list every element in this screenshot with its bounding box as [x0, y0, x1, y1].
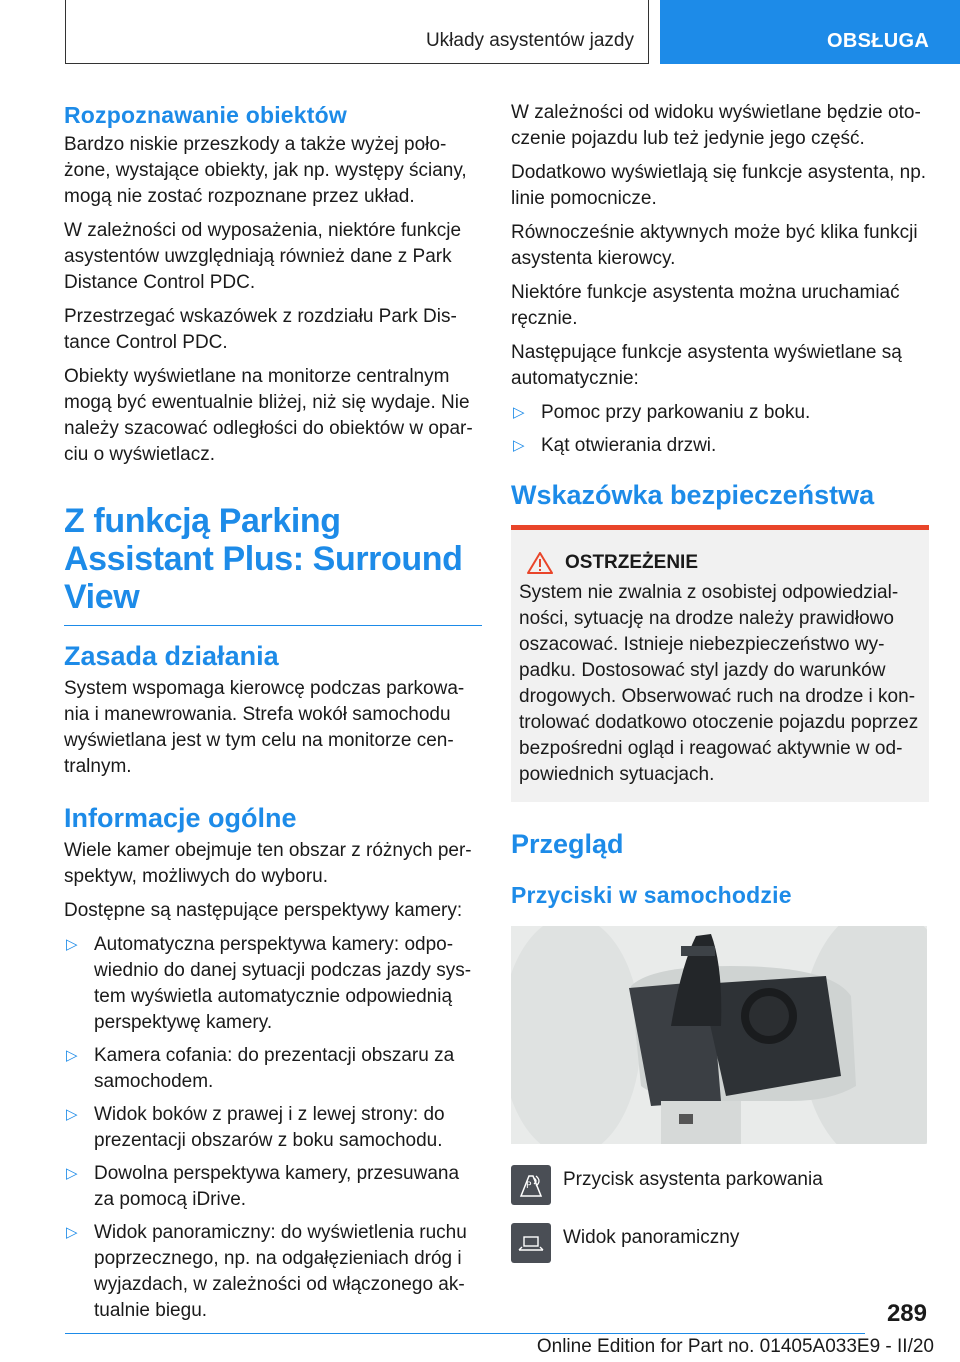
parking-assistant-glyph: [516, 1170, 546, 1200]
footer-divider: [65, 1333, 865, 1334]
list-item: ▷ Kąt otwierania drzwi.: [511, 433, 929, 459]
panorama-view-button-row: [511, 1223, 929, 1263]
paragraph: Równocześnie aktywnych może być klika funkcji asystenta kierowcy.: [511, 222, 918, 269]
list-item: ▷ Kamera cofania: do prezentacji obszaru za samochodem.: [66, 1045, 455, 1092]
paragraph: Bardzo niskie przeszkody a także wyżej położone, wystające obiekty, jak np. występy ściany, mogą nie zostać rozpoznane przez układ.: [64, 134, 467, 207]
heading-principle: Zasada działania: [64, 641, 279, 671]
bullet-triangle-icon: ▷: [66, 1047, 78, 1064]
chapter-tab[interactable]: [660, 0, 960, 64]
warning-label: OSTRZEŻENIE: [565, 552, 699, 573]
warning-header: [519, 552, 921, 574]
panorama-view-icon[interactable]: [511, 1223, 551, 1263]
heading-overview: Przegląd: [511, 829, 624, 859]
list-item: ▷ Automatyczna perspektywa kamery: odpowiednio do danej sytuacji podczas jazdy system wyświetla automatycznie odpowiednią perspektywę kamery.: [66, 934, 472, 1033]
warning-box: [511, 525, 929, 802]
heading-object-recognition: Rozpoznawanie obiektów: [64, 102, 347, 128]
heading-general-info: Informacje ogólne: [64, 803, 297, 833]
parking-assistant-button-row: [511, 1165, 929, 1205]
bullet-triangle-icon: ▷: [513, 404, 525, 421]
bullet-triangle-icon: ▷: [66, 1165, 78, 1182]
bullet-triangle-icon: ▷: [66, 936, 78, 953]
bullet-triangle-icon: ▷: [513, 437, 525, 454]
bullet-triangle-icon: ▷: [66, 1106, 78, 1123]
page-number: 289: [886, 1300, 927, 1327]
center-console-photo: [511, 926, 927, 1144]
list-item: ▷ Dowolna perspektywa kamery, przesuwana za pomocą iDrive.: [66, 1163, 460, 1210]
paragraph: W zależności od widoku wyświetlane będzie otoczenie pojazdu lub też jedynie jego część.: [511, 102, 921, 149]
auto-functions-list: [511, 400, 929, 459]
paragraph: Niektóre funkcje asystenta można uruchamiać ręcznie.: [511, 282, 900, 329]
camera-perspectives-list: [64, 932, 482, 1324]
edition-footer: Online Edition for Part no. 01405A033E9 - II/20: [536, 1336, 934, 1357]
panorama-view-glyph: [516, 1228, 546, 1258]
paragraph: Następujące funkcje asystenta wyświetlane są automatycznie:: [511, 342, 902, 389]
heading-surround-view: Z funkcją Parking Assistant Plus: Surround View: [64, 502, 482, 626]
parking-assistant-label: Przycisk asystenta parkowania: [563, 1169, 823, 1190]
warning-text: System nie zwalnia z osobistej odpowiedzialności, sytuację na drodze należy prawidłowo oszacować. Istnieje niebezpieczeństwo wypadku. Dostosować styl jazdy do warunków drogowych. Obserwować ruch na drodze i kontrolować dodatkowo otoczenie pojazdu poprzez bezpośredni ogląd i reagować aktywnie w odpowiednich sytuacjach.: [519, 582, 919, 785]
svg-text:P: P: [526, 1181, 532, 1191]
left-column: [64, 100, 482, 1331]
right-column: [511, 100, 929, 1281]
heading-buttons: Przyciski w samochodzie: [511, 882, 792, 908]
parking-assistant-icon[interactable]: [511, 1165, 551, 1205]
heading-safety: Wskazówka bezpieczeństwa: [511, 480, 875, 510]
list-item: ▷ Widok boków z prawej i z lewej strony: do prezentacji obszarów z boku samochodu.: [66, 1104, 445, 1151]
list-item: ▷ Widok panoramiczny: do wyświetlenia ruchu poprzecznego, np. na odgałęzieniach dróg i wyjazdach, w zależności od włączonego aktualnie biegu.: [66, 1222, 467, 1321]
paragraph: Przestrzegać wskazówek z rozdziału Park Distance Control PDC.: [64, 306, 457, 353]
bullet-triangle-icon: ▷: [66, 1224, 78, 1241]
section-title: Układy asystentów jazdy: [425, 30, 634, 51]
paragraph: Dodatkowo wyświetlają się funkcje asystenta, np. linie pomocnicze.: [511, 162, 927, 209]
paragraph: Wiele kamer obejmuje ten obszar z różnych perspektyw, możliwych do wyboru.: [64, 840, 472, 887]
warning-triangle-icon: [527, 552, 553, 574]
panorama-view-label: Widok panoramiczny: [563, 1227, 740, 1248]
list-item: ▷ Pomoc przy parkowaniu z boku.: [511, 400, 929, 426]
running-header: [65, 0, 649, 64]
paragraph: System wspomaga kierowcę podczas parkowania i manewrowania. Strefa wokół samochodu wyświetlana jest w tym celu na monitorze centralnym.: [64, 678, 465, 777]
paragraph: W zależności od wyposażenia, niektóre funkcje asystentów uwzględniają również dane z Park Distance Control PDC.: [64, 220, 462, 293]
chapter-tab-label: OBSŁUGA: [827, 30, 930, 52]
paragraph: Dostępne są następujące perspektywy kamery:: [64, 900, 463, 921]
paragraph: Obiekty wyświetlane na monitorze centralnym mogą być ewentualnie bliżej, niż się wydaje. Nie należy szacować odległości do obiektów w oparciu o wyświetlacz.: [64, 366, 473, 465]
